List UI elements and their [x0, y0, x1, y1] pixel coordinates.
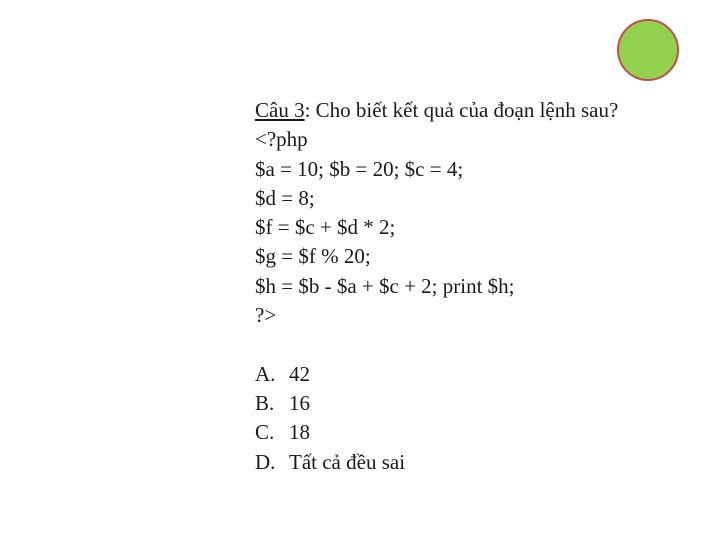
option-b: [255, 389, 618, 418]
code-line: <?php: [255, 127, 308, 152]
option-text: 16: [289, 390, 310, 415]
option-letter: C.: [255, 420, 275, 445]
question-block: [255, 96, 618, 477]
code-line: $f = $c + $d * 2;: [255, 215, 396, 240]
green-circle-decoration: [617, 19, 679, 81]
code-line: ?>: [255, 303, 277, 328]
option-letter: D.: [255, 449, 276, 474]
option-text: Tất cả đều sai: [289, 449, 406, 474]
code-line: $g = $f % 20;: [255, 244, 371, 269]
question-label: Câu 3: [255, 98, 305, 122]
code-line: $a = 10; $b = 20; $c = 4;: [255, 156, 464, 181]
option-text: 42: [289, 361, 310, 386]
option-letter: A.: [255, 361, 276, 386]
question-text: : Cho biết kết quả của đoạn lệnh sau?: [304, 98, 619, 122]
spacer: [255, 330, 618, 359]
option-c: [255, 418, 618, 447]
option-d: [255, 448, 618, 477]
option-letter: B.: [255, 390, 275, 415]
option-text: 18: [289, 420, 310, 445]
code-line: $d = 8;: [255, 185, 315, 210]
code-line: $h = $b - $a + $c + 2; print $h;: [255, 273, 515, 298]
option-a: [255, 360, 618, 389]
question-heading: [255, 96, 618, 125]
